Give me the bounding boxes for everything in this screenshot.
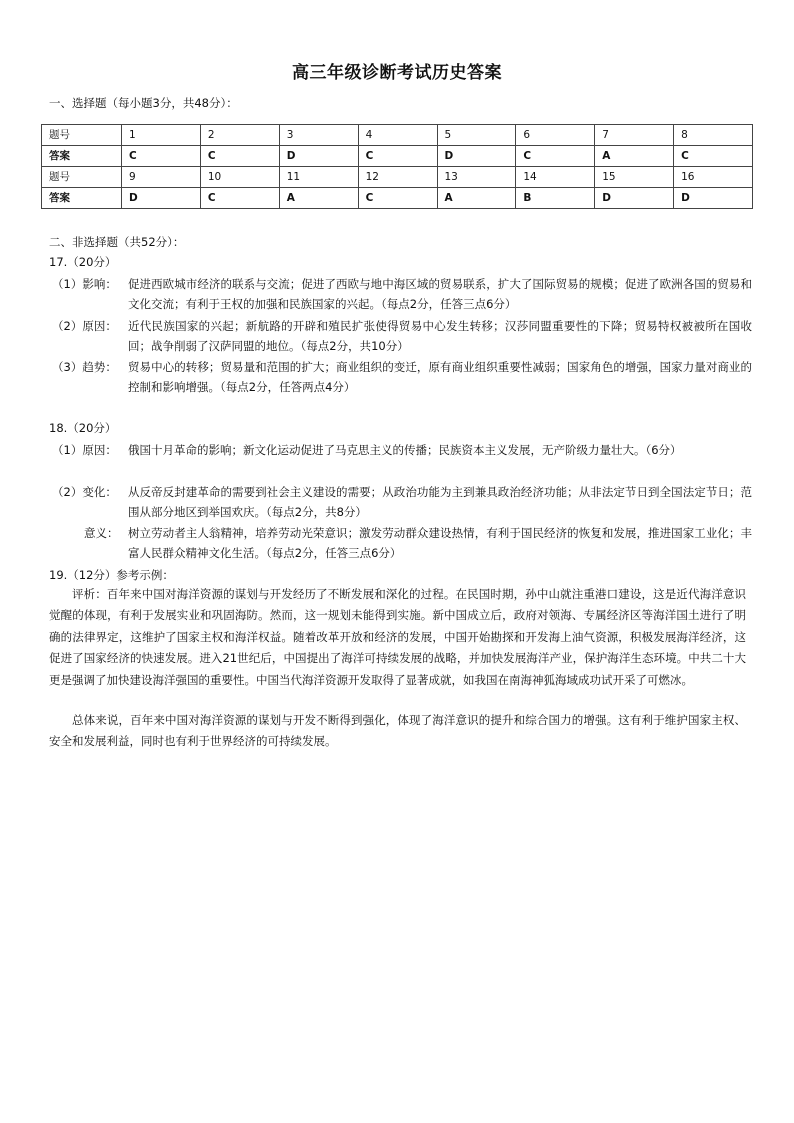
table-row	[42, 146, 753, 167]
table-cell: 2	[200, 125, 279, 146]
table-cell: C	[516, 146, 595, 167]
table-cell: C	[358, 188, 437, 209]
q18-meaning	[84, 523, 752, 563]
table-cell: 10	[200, 167, 279, 188]
table-cell: 6	[516, 125, 595, 146]
item-label: （3）趋势：	[52, 360, 117, 374]
q18-item-1	[52, 440, 752, 460]
table-cell: D	[595, 188, 674, 209]
item-label: 意义：	[84, 526, 119, 540]
table-cell: 15	[595, 167, 674, 188]
item-label: （2）变化：	[52, 485, 117, 499]
q19-paragraph-1: 评析：百年来中国对海洋资源的谋划与开发经历了不断发展和深化的过程。在民国时期，孙中山就注重港口建设，这是近代海洋意识觉醒的体现，有利于发展实业和巩固海防。然而，这一规划未能得到实施。新中国成立后，政府对领海、专属经济区等海洋国土进行了明确的法律界定，这维护了国家主权和海洋权益。随着改革开放和经济的发展，中国开始勘探和开发海上油气资源，积极发展海洋经济，这促进了国家经济的快速发展。进入21世纪后，中国提出了海洋可持续发展的战略，并加快发展海洋产业，保护海洋生态环境。中共二十大更是强调了加快建设海洋强国的重要性。中国当代海洋资源开发取得了显著成就，如我国在南海神狐海域成功试开采了可燃冰。	[49, 587, 746, 687]
table-cell: 9	[122, 167, 201, 188]
section2-heading: 二、非选择题（共52分）：	[49, 235, 185, 249]
table-header-cell: 题号	[42, 125, 122, 146]
table-row	[42, 125, 753, 146]
table-cell: C	[674, 146, 753, 167]
table-cell: 14	[516, 167, 595, 188]
table-cell: 7	[595, 125, 674, 146]
table-cell: C	[358, 146, 437, 167]
table-cell: C	[200, 146, 279, 167]
q17-item-1	[52, 274, 752, 314]
item-label: （1）原因：	[52, 443, 117, 457]
item-text: 贸易中心的转移；贸易量和范围的扩大；商业组织的变迁，原有商业组织重要性减弱；国家角色的增强，国家力量对商业的控制和影响增强。（每点2分，任答两点4分）	[128, 360, 752, 394]
table-cell: 8	[674, 125, 753, 146]
table-cell: A	[595, 146, 674, 167]
table-header-cell: 答案	[42, 188, 122, 209]
item-text: 近代民族国家的兴起；新航路的开辟和殖民扩张使得贸易中心发生转移；汉莎同盟重要性的下降；贸易特权被被所在国收回；战争削弱了汉萨同盟的地位。（每点2分，共10分）	[128, 319, 752, 353]
item-text: 树立劳动者主人翁精神，培养劳动光荣意识；激发劳动群众建设热情，有利于国民经济的恢复和发展，推进国家工业化；丰富人民群众精神文化生活。（每点2分，任答三点6分）	[128, 526, 752, 560]
table-cell: C	[122, 146, 201, 167]
item-text: 俄国十月革命的影响；新文化运动促进了马克思主义的传播；民族资本主义发展，无产阶级力量壮大。（6分）	[128, 443, 682, 457]
q19-paragraph-2: 总体来说，百年来中国对海洋资源的谋划与开发不断得到强化，体现了海洋意识的提升和综合国力的增强。这有利于维护国家主权、安全和发展利益，同时也有利于世界经济的可持续发展。	[49, 713, 746, 749]
item-text: 促进西欧城市经济的联系与交流；促进了西欧与地中海区域的贸易联系，扩大了国际贸易的规模；促进了欧洲各国的贸易和文化交流；有利于王权的加强和民族国家的兴起。（每点2分，任答三点6分）	[128, 277, 752, 311]
item-label: （2）原因：	[52, 319, 117, 333]
table-cell: B	[516, 188, 595, 209]
table-header-cell: 题号	[42, 167, 122, 188]
table-cell: 5	[437, 125, 516, 146]
q19-heading: 19.（12分）参考示例：	[49, 568, 174, 582]
table-row	[42, 167, 753, 188]
q17-heading: 17.（20分）	[49, 255, 117, 269]
table-cell: D	[437, 146, 516, 167]
table-cell: D	[279, 146, 358, 167]
table-cell: 3	[279, 125, 358, 146]
table-cell: 13	[437, 167, 516, 188]
table-cell: 1	[122, 125, 201, 146]
q17-item-3	[52, 357, 752, 397]
table-cell: A	[437, 188, 516, 209]
table-cell: A	[279, 188, 358, 209]
section1-heading: 一、选择题（每小题3分，共48分）：	[49, 96, 238, 110]
answer-table	[41, 124, 753, 209]
table-header-cell: 答案	[42, 146, 122, 167]
table-cell: 16	[674, 167, 753, 188]
item-label: （1）影响：	[52, 277, 117, 291]
page-title: 高三年级诊断考试历史答案	[292, 63, 502, 83]
q18-item-2	[52, 482, 752, 522]
table-cell: D	[122, 188, 201, 209]
table-cell: C	[200, 188, 279, 209]
table-cell: 4	[358, 125, 437, 146]
q17-item-2	[52, 316, 752, 356]
table-cell: D	[674, 188, 753, 209]
table-cell: 11	[279, 167, 358, 188]
item-text: 从反帝反封建革命的需要到社会主义建设的需要；从政治功能为主到兼具政治经济功能；从非法定节日到全国法定节日；范围从部分地区到举国欢庆。（每点2分，共8分）	[128, 485, 752, 519]
table-row	[42, 188, 753, 209]
table-cell: 12	[358, 167, 437, 188]
q18-heading: 18.（20分）	[49, 421, 117, 435]
